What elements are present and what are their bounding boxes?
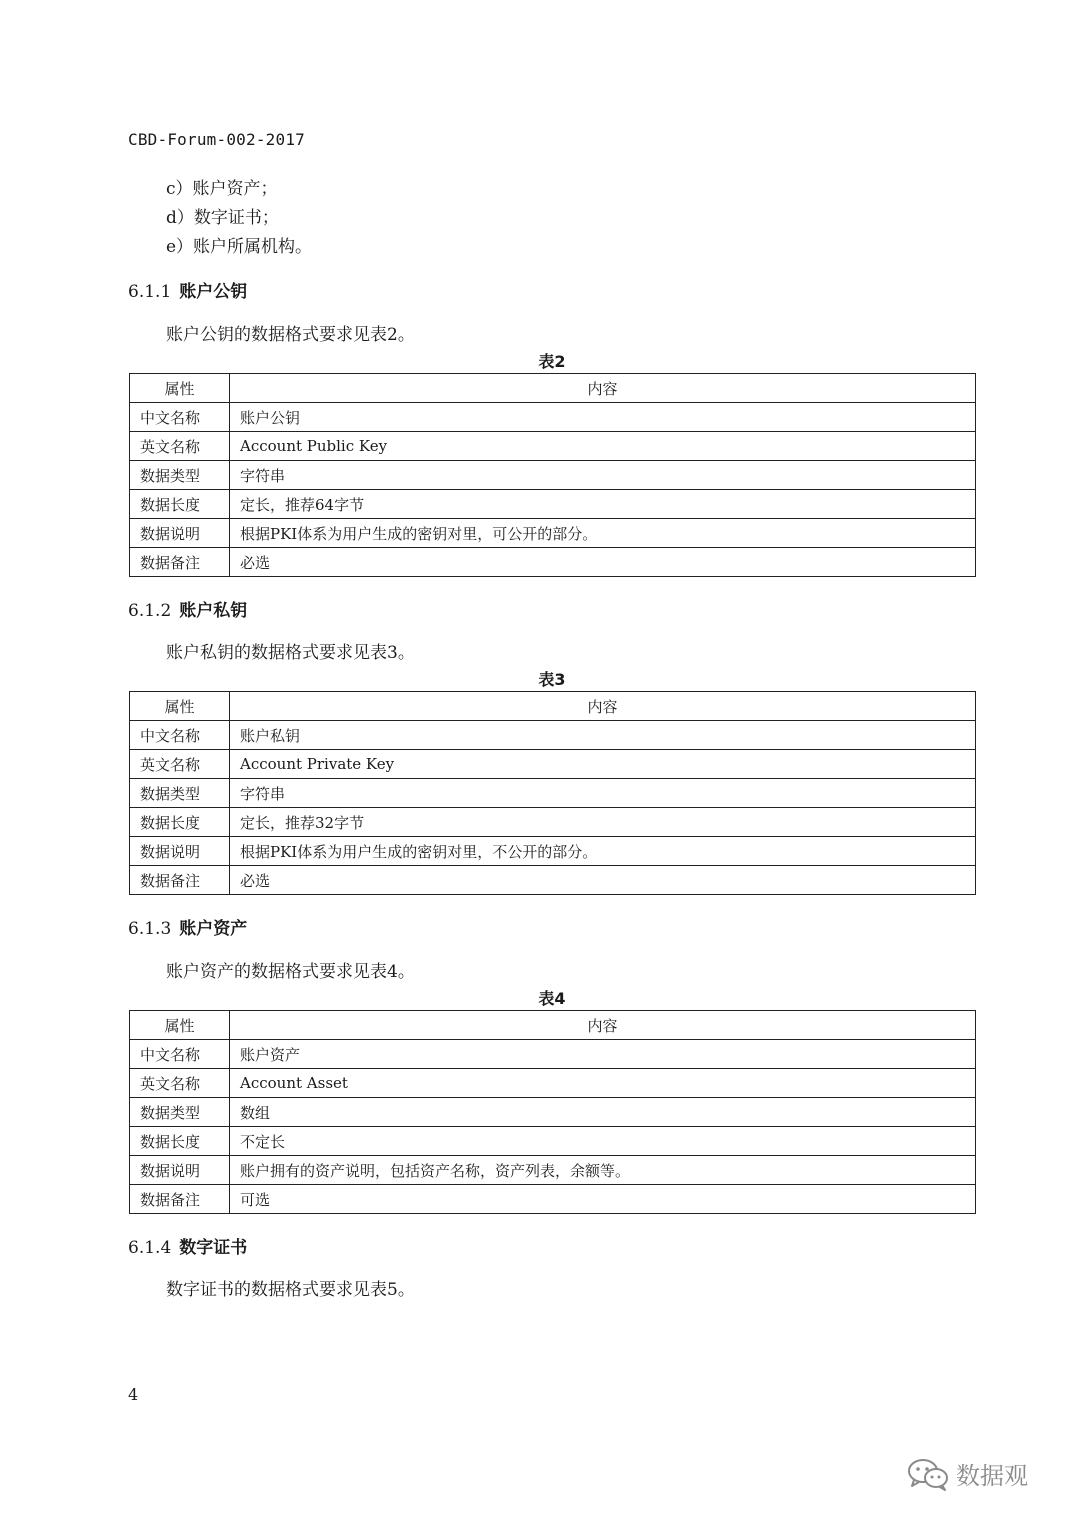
content-cell: 必选 xyxy=(230,866,976,895)
section-heading xyxy=(128,277,247,302)
content-cell: 字符串 xyxy=(230,461,976,490)
content-cell: 账户私钥 xyxy=(230,721,976,750)
attribute-cell: 数据长度 xyxy=(130,1127,230,1156)
content-cell: 根据PKI体系为用户生成的密钥对里，可公开的部分。 xyxy=(230,519,976,548)
attribute-cell: 数据说明 xyxy=(130,1156,230,1185)
section-intro: 账户公钥的数据格式要求见表2。 xyxy=(166,325,415,345)
attribute-cell: 英文名称 xyxy=(130,750,230,779)
spec-table xyxy=(129,373,976,577)
list-item: e）账户所属机构。 xyxy=(166,237,313,257)
content-cell: 定长，推荐64字节 xyxy=(230,490,976,519)
section-intro: 数字证书的数据格式要求见表5。 xyxy=(166,1280,415,1300)
section-number: 6.1.4 xyxy=(128,1238,172,1258)
attribute-cell: 中文名称 xyxy=(130,403,230,432)
attribute-cell: 中文名称 xyxy=(130,721,230,750)
content-cell: 字符串 xyxy=(230,779,976,808)
table-row xyxy=(130,779,976,808)
attribute-cell: 中文名称 xyxy=(130,1040,230,1069)
section-heading xyxy=(128,914,247,939)
content-cell: 定长，推荐32字节 xyxy=(230,808,976,837)
column-header: 属性 xyxy=(130,1011,230,1040)
content-cell: 数组 xyxy=(230,1098,976,1127)
attribute-cell: 英文名称 xyxy=(130,1069,230,1098)
column-header: 属性 xyxy=(130,692,230,721)
spec-table xyxy=(129,691,976,895)
content-cell: 账户资产 xyxy=(230,1040,976,1069)
content-cell: 不定长 xyxy=(230,1127,976,1156)
table-row xyxy=(130,548,976,577)
section-title: 账户资产 xyxy=(179,919,248,939)
table-row xyxy=(130,1127,976,1156)
section-title: 账户私钥 xyxy=(179,601,248,621)
list-item: c）账户资产； xyxy=(166,179,278,199)
section-number: 6.1.2 xyxy=(128,601,172,621)
table-row xyxy=(130,1185,976,1214)
section-heading xyxy=(128,596,247,621)
content-cell: Account Asset xyxy=(230,1069,976,1098)
section-intro: 账户资产的数据格式要求见表4。 xyxy=(166,962,415,982)
table-caption: 表4 xyxy=(538,989,566,1008)
table-row xyxy=(130,1156,976,1185)
attribute-cell: 数据类型 xyxy=(130,779,230,808)
column-header: 属性 xyxy=(130,374,230,403)
attribute-cell: 数据备注 xyxy=(130,548,230,577)
section-number: 6.1.3 xyxy=(128,919,172,939)
page-number: 4 xyxy=(128,1385,139,1404)
document-code: CBD-Forum-002-2017 xyxy=(128,130,305,149)
table-row xyxy=(130,1040,976,1069)
section-heading xyxy=(128,1233,247,1258)
attribute-cell: 数据说明 xyxy=(130,837,230,866)
attribute-cell: 数据长度 xyxy=(130,490,230,519)
list-item: d）数字证书； xyxy=(166,208,279,228)
attribute-cell: 数据长度 xyxy=(130,808,230,837)
watermark-text: 数据观 xyxy=(956,1462,1028,1490)
table-row xyxy=(130,519,976,548)
table-row xyxy=(130,403,976,432)
content-cell: 账户拥有的资产说明，包括资产名称，资产列表，余额等。 xyxy=(230,1156,976,1185)
attribute-cell: 数据类型 xyxy=(130,461,230,490)
watermark xyxy=(906,1456,1028,1491)
wechat-icon xyxy=(906,1457,950,1491)
section-title: 数字证书 xyxy=(179,1238,248,1258)
attribute-cell: 数据类型 xyxy=(130,1098,230,1127)
table-row xyxy=(130,461,976,490)
table-row xyxy=(130,432,976,461)
content-cell: Account Public Key xyxy=(230,432,976,461)
attribute-cell: 数据备注 xyxy=(130,866,230,895)
content-cell: 根据PKI体系为用户生成的密钥对里，不公开的部分。 xyxy=(230,837,976,866)
table-row xyxy=(130,490,976,519)
table-caption: 表2 xyxy=(538,352,566,371)
column-header: 内容 xyxy=(230,374,976,403)
table-row xyxy=(130,721,976,750)
table-row xyxy=(130,1098,976,1127)
table-row xyxy=(130,866,976,895)
table-header-row xyxy=(130,1011,976,1040)
table-header-row xyxy=(130,374,976,403)
column-header: 内容 xyxy=(230,692,976,721)
table-header-row xyxy=(130,692,976,721)
content-cell: 必选 xyxy=(230,548,976,577)
section-number: 6.1.1 xyxy=(128,282,172,302)
table-row xyxy=(130,750,976,779)
table-row xyxy=(130,837,976,866)
item-list xyxy=(166,175,312,262)
section-title: 账户公钥 xyxy=(179,282,248,302)
section-intro: 账户私钥的数据格式要求见表3。 xyxy=(166,643,415,663)
content-cell: 可选 xyxy=(230,1185,976,1214)
table-row xyxy=(130,1069,976,1098)
attribute-cell: 数据说明 xyxy=(130,519,230,548)
column-header: 内容 xyxy=(230,1011,976,1040)
content-cell: 账户公钥 xyxy=(230,403,976,432)
spec-table xyxy=(129,1010,976,1214)
table-row xyxy=(130,808,976,837)
table-caption: 表3 xyxy=(538,670,566,689)
attribute-cell: 数据备注 xyxy=(130,1185,230,1214)
attribute-cell: 英文名称 xyxy=(130,432,230,461)
content-cell: Account Private Key xyxy=(230,750,976,779)
